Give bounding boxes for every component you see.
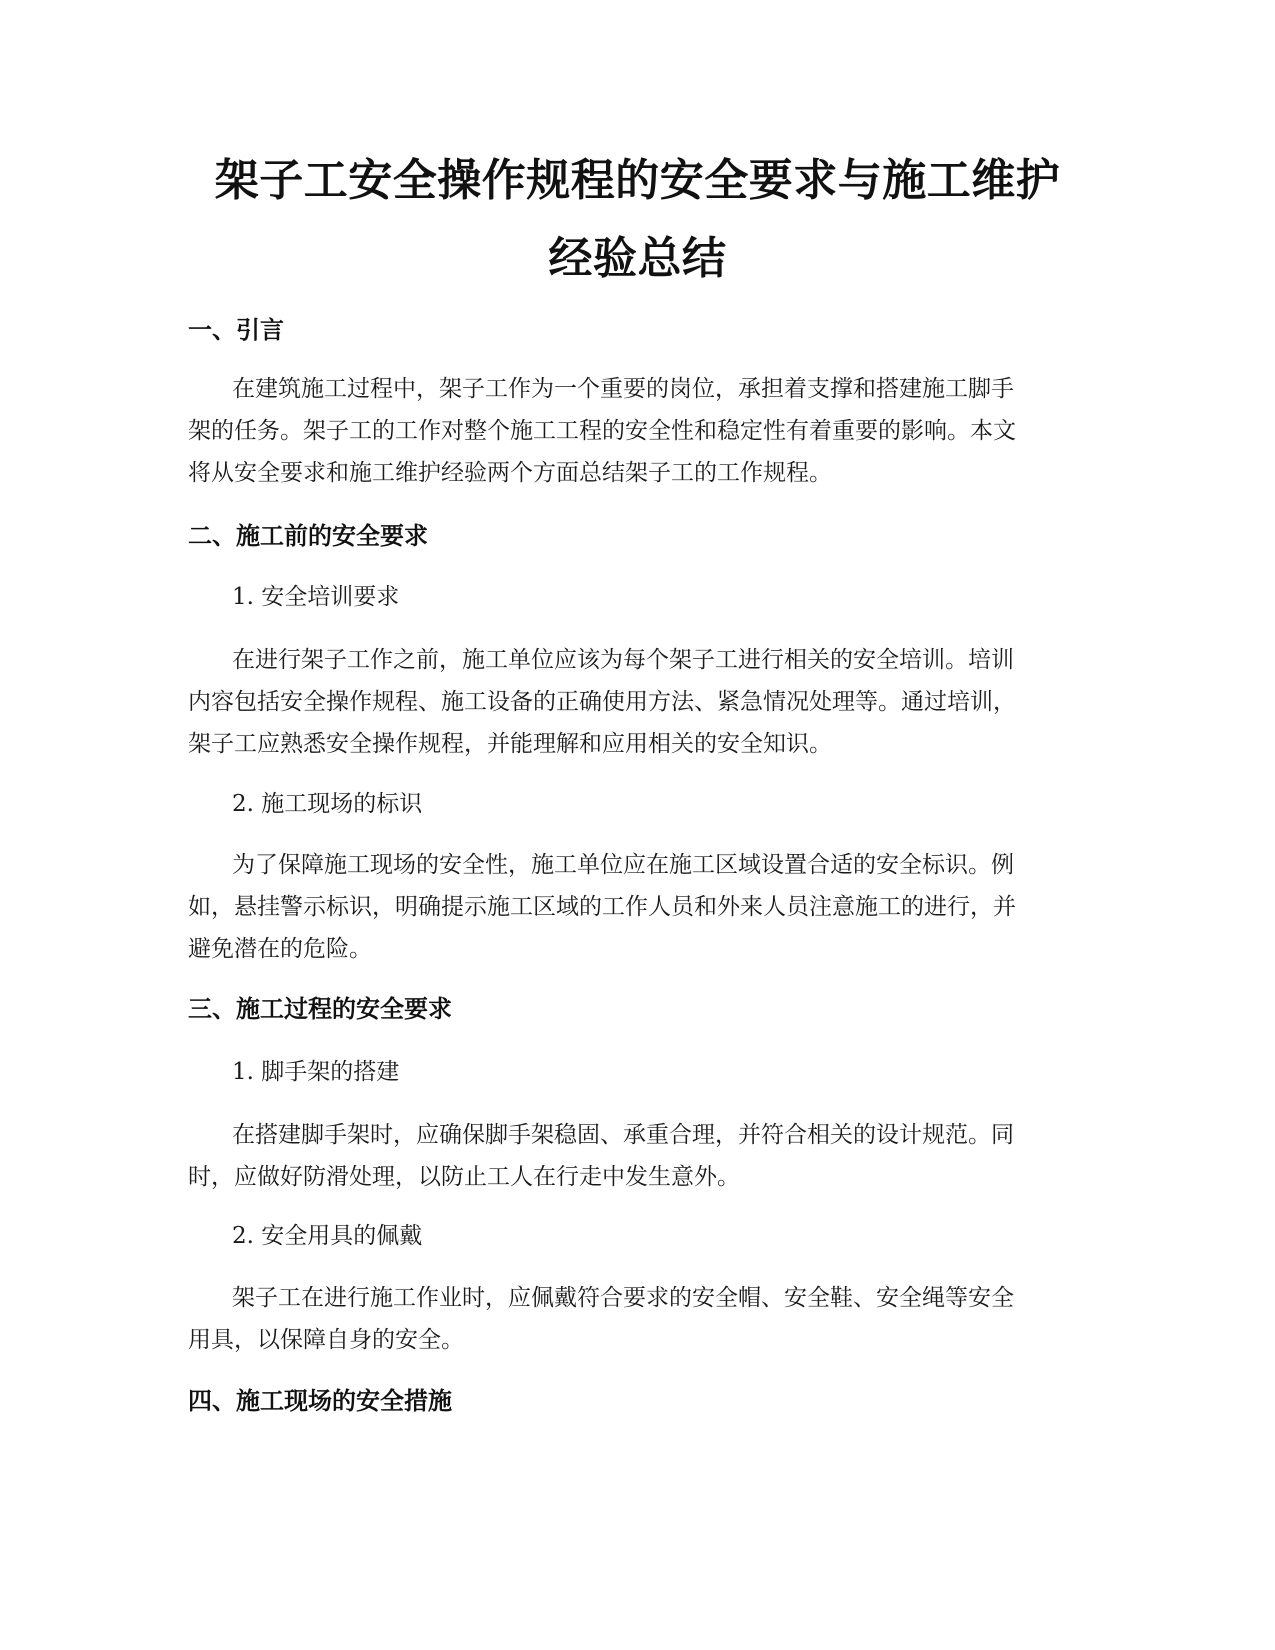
- paragraph-line: 在建筑施工过程中，架子工作为一个重要的岗位，承担着支撑和搭建施工脚手: [232, 376, 1014, 402]
- paragraph-line: 架子工应熟悉安全操作规程，并能理解和应用相关的安全知识。: [188, 731, 832, 757]
- subheading-safety-training: 1. 安全培训要求: [232, 584, 400, 610]
- paragraph-line: 如，悬挂警示标识，明确提示施工区域的工作人员和外来人员注意施工的进行，并: [188, 894, 1016, 920]
- subheading-safety-equipment: 2. 安全用具的佩戴: [232, 1223, 423, 1249]
- section-heading-construction-process: 三、施工过程的安全要求: [188, 995, 452, 1023]
- document-title-line-1: 架子工安全操作规程的安全要求与施工维护: [214, 155, 1061, 206]
- paragraph-line: 时，应做好防滑处理，以防止工人在行走中发生意外。: [188, 1164, 740, 1190]
- paragraph-line: 内容包括安全操作规程、施工设备的正确使用方法、紧急情况处理等。通过培训，: [188, 689, 1016, 715]
- subheading-scaffold-erection: 1. 脚手架的搭建: [232, 1059, 400, 1085]
- paragraph-line: 架子工在进行施工作业时，应佩戴符合要求的安全帽、安全鞋、安全绳等安全: [232, 1285, 1014, 1311]
- paragraph-line: 架的任务。架子工的工作对整个施工工程的安全性和稳定性有着重要的影响。本文: [188, 418, 1016, 444]
- section-heading-pre-construction: 二、施工前的安全要求: [188, 522, 428, 550]
- paragraph-line: 用具，以保障自身的安全。: [188, 1327, 464, 1353]
- paragraph-line: 避免潜在的危险。: [188, 936, 372, 962]
- subheading-site-signage: 2. 施工现场的标识: [232, 791, 423, 817]
- paragraph-line: 在进行架子工作之前，施工单位应该为每个架子工进行相关的安全培训。培训: [232, 647, 1014, 673]
- section-heading-site-safety-measures: 四、施工现场的安全措施: [188, 1387, 452, 1415]
- paragraph-line: 在搭建脚手架时，应确保脚手架稳固、承重合理，并符合相关的设计规范。同: [232, 1122, 1014, 1148]
- section-heading-intro: 一、引言: [188, 316, 284, 344]
- paragraph-line: 将从安全要求和施工维护经验两个方面总结架子工的工作规程。: [188, 460, 832, 486]
- document-title-line-2: 经验总结: [548, 233, 727, 284]
- paragraph-line: 为了保障施工现场的安全性，施工单位应在施工区域设置合适的安全标识。例: [232, 852, 1014, 878]
